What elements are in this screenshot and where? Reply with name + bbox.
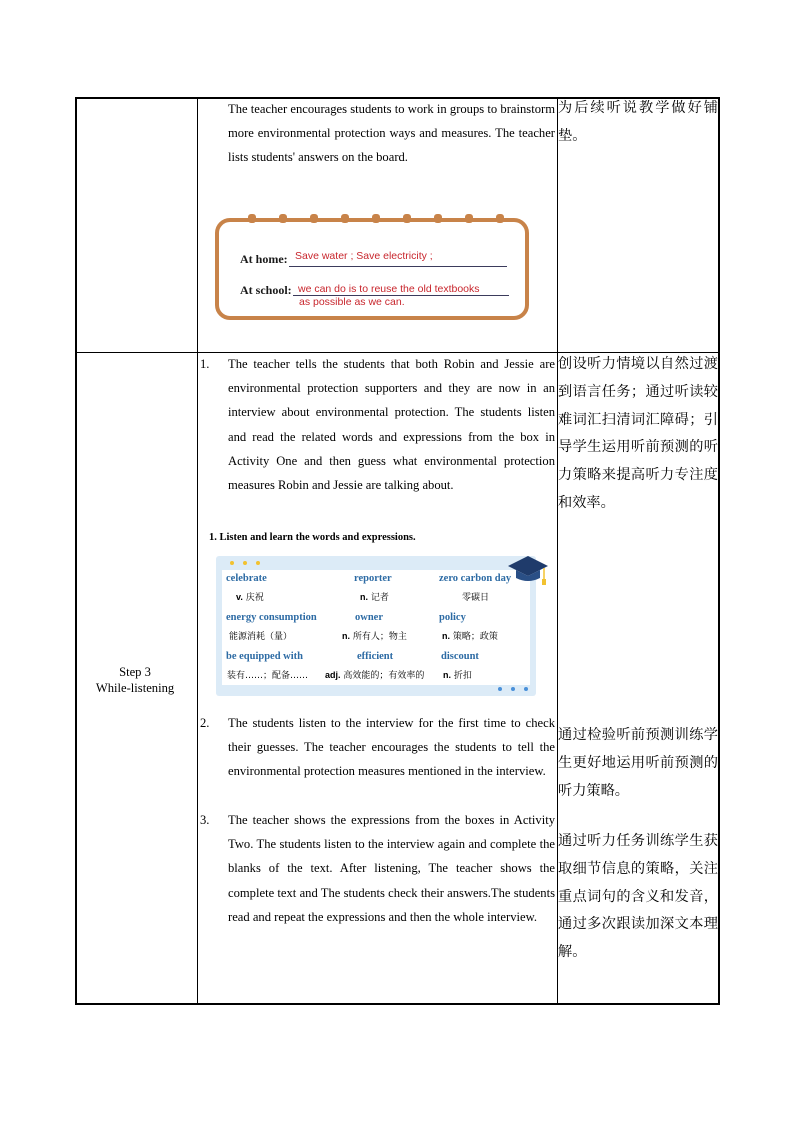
vocab-meaning: n. 策略；政策 [442,631,498,642]
row1-activity-text: The teacher encourages students to work in groups to brainstorm more environmental protection ways and measures. The teacher lists students' answers on the board. [228,102,555,165]
vocab-word: discount [441,651,479,662]
column-divider-1 [197,99,198,1003]
item-3-text: The teacher shows the expressions from the boxes in Activity Two. The students listen to the interview again and complete the blanks of the text. After listening, The teacher shows the complete text and The students check their answers.The students read and repeat the expressions and then the whole interview. [228,813,555,924]
vocab-meaning: n. 折扣 [443,670,472,681]
dot-icon [256,561,260,565]
purpose-1-text: 创设听力情境以自然过渡到语言任务；通过听读较难词汇扫清词汇障碍；引导学生运用听前预测的听力策略来提高听力专注度和效率。 [558,356,718,511]
ring-icon [434,214,442,223]
at-home-label: At home: [240,252,288,266]
vocab-title: 1. Listen and learn the words and expressions. [209,532,416,543]
at-home-answer: Save water ; Save electricity ; [295,250,433,262]
vocab-word: zero carbon day [439,573,512,584]
vocab-meaning: 装有……；配备…… [227,671,309,681]
ring-icon [248,214,256,223]
at-home-line [289,266,507,267]
item-number: 2. [200,716,210,730]
dot-icon [230,561,234,565]
ring-icon [465,214,473,223]
vocab-meaning: n. 所有人；物主 [342,631,407,642]
step-name: While-listening [95,681,175,695]
vocab-meaning: 能源消耗（量） [229,632,293,642]
purpose-3-text: 通过听力任务训练学生获取细节信息的策略，关注重点词句的含义和发音，通过多次跟读加深文本理解。 [558,833,718,961]
vocab-word: reporter [354,573,392,584]
ring-icon [403,214,411,223]
vocab-word: be equipped with [226,651,304,662]
ring-icon [279,214,287,223]
ring-icon [372,214,380,223]
item-1-text: The teacher tells the students that both Robin and Jessie are environmental protection supporters and they are now in an interview about environmental protection. The students listen and read the related words and expressions from the box in Activity One and then guess what environmental protection measures Robin and Jessie are talking about. [228,357,555,493]
at-school-answer-cont: as possible as we can. [299,296,405,308]
item-number: 3. [200,813,210,827]
vocab-word: energy consumption [226,612,317,623]
at-school-label: At school: [240,283,292,297]
row1-purpose-text: 为后续听说教学做好铺垫。 [558,100,718,144]
at-school-answer: we can do is to reuse the old textbooks [298,283,480,295]
ring-icon [341,214,349,223]
dot-icon [243,561,247,565]
vocab-word: policy [439,612,466,623]
vocab-meaning: 零碳日 [462,593,490,603]
ring-icon [496,214,504,223]
vocab-word: celebrate [226,573,267,584]
dot-icon [524,687,528,691]
dot-icon [511,687,515,691]
dot-icon [498,687,502,691]
vocab-word: efficient [357,651,394,662]
graduation-cap-icon [506,554,550,588]
ring-icon [310,214,318,223]
purpose-2-text: 通过检验听前预测训练学生更好地运用听前预测的听力策略。 [558,727,718,799]
item-number: 1. [200,357,210,371]
vocab-meaning: n. 记者 [360,592,389,603]
vocab-word: owner [355,612,383,623]
brainstorm-notebook [215,214,533,322]
step-number: Step 3 [119,665,151,679]
vocab-meaning: adj. 高效能的；有效率的 [325,670,425,681]
item-2-text: The students listen to the interview for the first time to check their guesses. The teacher encourages the students to tell the environmental protection measures mentioned in the interview. [228,716,555,779]
vocab-meaning: v. 庆祝 [236,592,264,603]
